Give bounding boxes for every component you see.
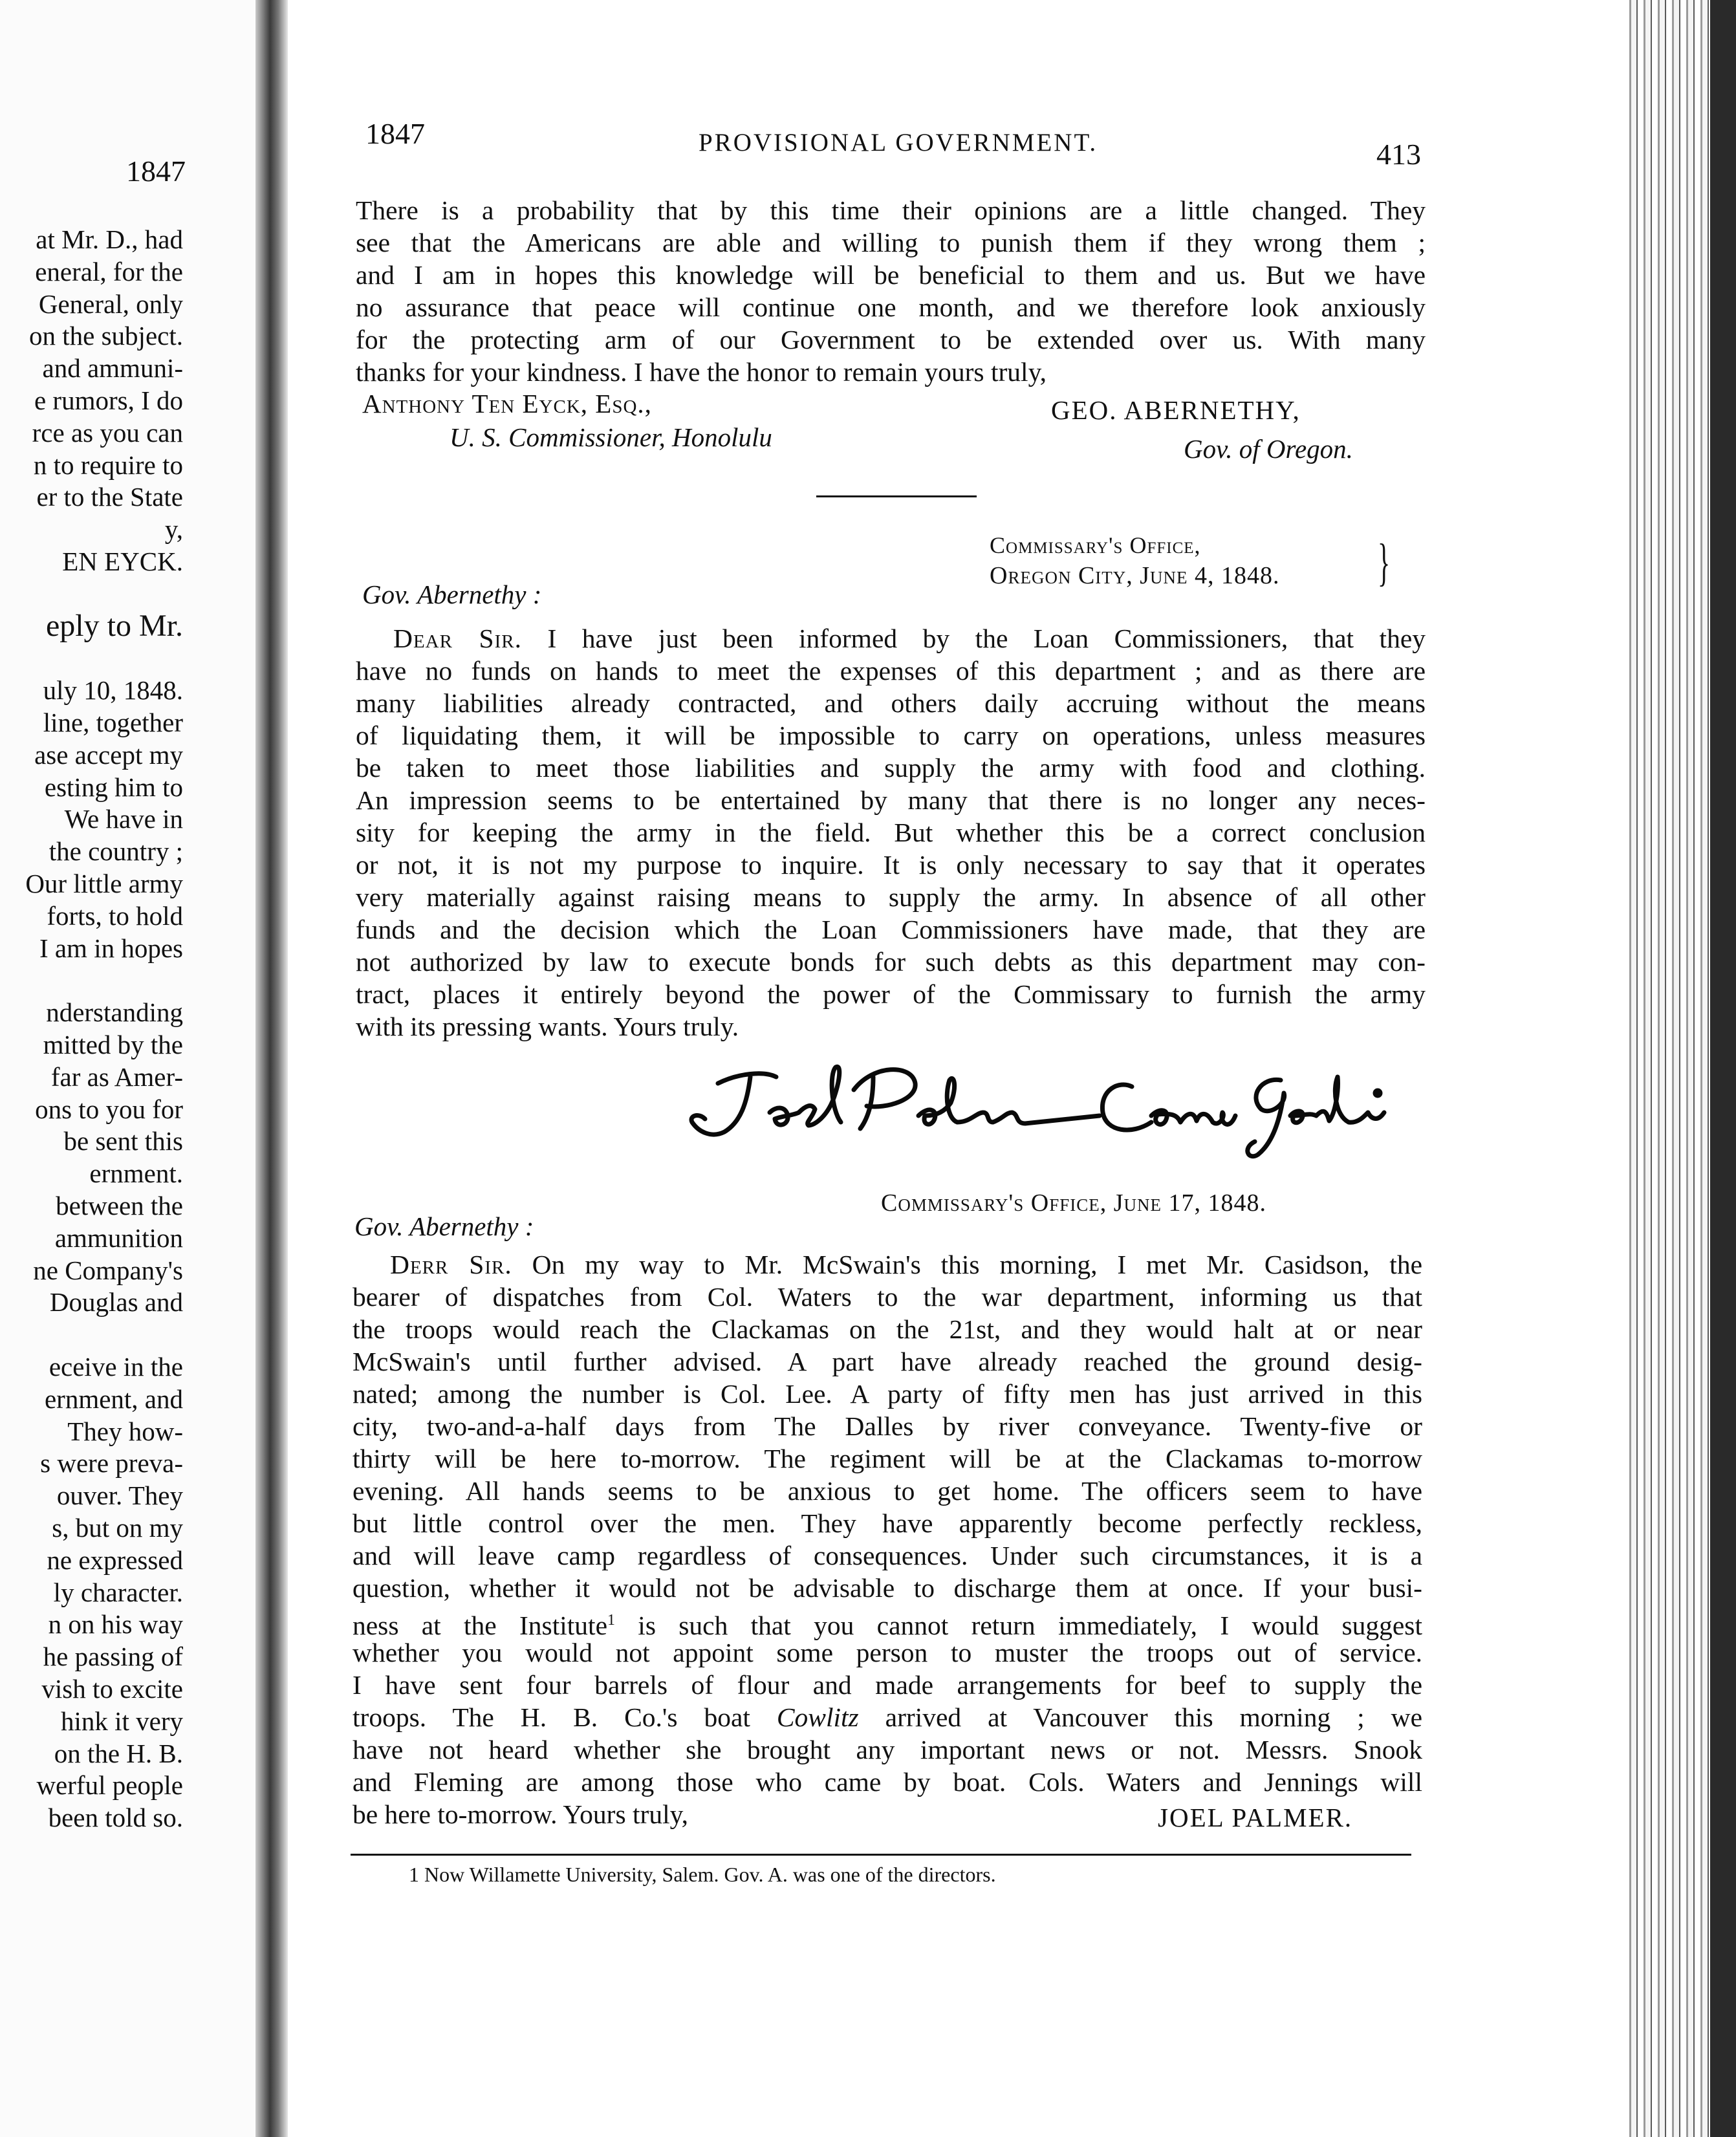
facing-page-line: I am in hopes [39,933,183,963]
facing-page-line: ernment, and [44,1383,183,1414]
footnote-text: Now Willamette University, Salem. Gov. A. was one of the directors. [419,1863,996,1886]
text-line: bearer of dispatches from Col. Waters to the war department, informing us that [353,1282,1422,1312]
facing-page-line: er to the State [36,482,183,512]
facing-page-line: far as Amer- [50,1061,183,1092]
facing-page-fragment [0,0,255,2137]
text-line: An impression seems to be entertained by many that there is no longer any neces- [356,785,1426,815]
addressee-name: Anthony Ten Eyck, Esq., [362,389,652,418]
facing-page-line: line, together [43,708,183,737]
facing-page-line: and ammuni- [42,353,183,384]
footnote-rule [351,1854,1411,1856]
facing-page-line: he passing of [43,1642,183,1672]
facing-page-line: We have in [64,804,183,834]
facing-page-line: vish to excite [41,1674,183,1704]
letter-2-place-line-1: Commissary's Office, [990,532,1201,558]
facing-page-line: ammunition [54,1222,183,1253]
handwritten-signature [679,1051,1442,1167]
footnote-mark: 1 [409,1863,419,1886]
facing-page-line: esting him to [44,772,183,802]
letter-2-salutation: Gov. Abernethy : [362,580,542,609]
facing-page-line: ouver. They [56,1481,183,1511]
text-line: with its pressing wants. Yours truly. [356,1012,739,1041]
text-line: for the protecting arm of our Government to be extended over us. With many [356,325,1426,354]
facing-page-line: werful people [36,1770,183,1801]
dear-sir: Derr Sir. [390,1250,512,1279]
running-year: 1847 [365,117,425,150]
text-line: troops. The H. B. Co.'s boat Cowlitz arrived at Vancouver this morning ; we [353,1702,1422,1732]
facing-page-number: 1847 [126,155,186,188]
section-divider [816,495,977,497]
facing-page-line: s were preva- [40,1448,183,1479]
text-line: have no funds on hands to meet the expenses of this department ; and as there are [356,656,1426,686]
footnote [409,1863,996,1887]
facing-page-line: y, [164,514,183,545]
text-line: and Fleming are among those who came by boat. Cols. Waters and Jennings will [353,1767,1422,1797]
facing-page-line: between the [56,1191,183,1220]
facing-page-line: rce as you can [32,417,183,448]
facing-page-line: ne Company's [33,1255,183,1285]
addressee-title: U. S. Commissioner, Honolulu [450,422,772,452]
dear-sir: Dear Sir. [393,624,522,653]
signature-abernethy: GEO. ABERNETHY, [1051,395,1301,425]
letter-3-place: Commissary's Office, June 17, 1848. [881,1189,1267,1217]
facing-page-line: be sent this [63,1126,183,1156]
footnote-reference: 1 [607,1612,615,1629]
text-line: many liabilities already contracted, and others daily accruing without the means [356,688,1426,718]
text-line: thirty will be here to-morrow. The regiment will be at the Clackamas to-morrow [353,1444,1422,1473]
facing-page-line: eply to Mr. [46,608,183,643]
text-line: but little control over the men. They have apparently become perfectly reckless, [353,1508,1422,1538]
facing-page-line: s, but on my [52,1513,183,1543]
facing-page-line: n to require to [33,450,183,480]
text-line: or not, it is not my purpose to inquire. It is only necessary to say that it operates [356,850,1426,880]
letter-2-place-line-2: Oregon City, June 4, 1848. [990,562,1280,589]
facing-page-line: ernment. [89,1158,183,1189]
text-line: very materially against raising means to supply the army. In absence of all other [356,882,1426,912]
text-line: be taken to meet those liabilities and supply the army with food and clothing. [356,753,1426,783]
facing-page-line: Our little army [25,869,183,898]
page-number: 413 [1376,138,1421,171]
text-line: thanks for your kindness. I have the honor to remain yours truly, [356,357,1047,387]
text-line: ness at the Institute$^1$ is such that you cannot return immediately, I would suggest [353,1610,1422,1640]
facing-page-line: e rumors, I do [34,385,183,415]
facing-page-line: n on his way [48,1609,183,1640]
facing-page-line: ons to you for [35,1094,183,1124]
text-line: the troops would reach the Clackamas on the 21st, and they would halt at or near [353,1314,1422,1344]
facing-page-line: nderstanding [46,997,183,1028]
facing-page-line: the country ; [49,836,183,867]
facing-page-line: on the subject. [29,321,183,351]
facing-page-line: ne expressed [47,1545,183,1575]
text-line: evening. All hands seems to be anxious to get home. The officers seem to have [353,1476,1422,1506]
text-line: Derr Sir. On my way to Mr. McSwain's this morning, I met Mr. Casidson, the [390,1250,1423,1279]
text-line: McSwain's until further advised. A part have already reached the ground desig- [353,1347,1422,1376]
brace-glyph: } [1378,534,1391,591]
text-line: be here to-morrow. Yours truly, [353,1799,689,1829]
signature-title: Gov. of Oregon. [1184,434,1353,464]
facing-page-line: forts, to hold [47,900,183,931]
facing-page-line: EN EYCK. [62,547,183,576]
text-line: tract, places it entirely beyond the power of the Commissary to furnish the army [356,979,1426,1009]
text-line: city, two-and-a-half days from The Dalles by river conveyance. Twenty-five or [353,1411,1422,1441]
text-line: I have sent four barrels of flour and made arrangements for beef to supply the [353,1670,1422,1700]
letter-3-salutation: Gov. Abernethy : [354,1211,534,1241]
text-line: sity for keeping the army in the field. But whether this be a correct conclusion [356,818,1426,847]
facing-page-line: hink it very [60,1706,183,1736]
facing-page-line: mitted by the [43,1030,183,1059]
text-line: not authorized by law to execute bonds for such debts as this department may con- [356,947,1426,977]
facing-page-line: uly 10, 1848. [43,675,183,706]
text-line: Dear Sir. I have just been informed by the Loan Commissioners, that they [393,624,1426,653]
facing-page-line: ase accept my [34,739,183,770]
facing-page-line: eceive in the [49,1352,183,1382]
signature-palmer: JOEL PALMER. [1158,1803,1353,1832]
book-cover-edge [1710,0,1736,2137]
text-line: question, whether it would not be advisable to discharge them at once. If your busi- [353,1573,1422,1603]
facing-page-line: They how- [67,1416,183,1446]
facing-page-line: ly character. [53,1577,183,1607]
facing-page-line: Douglas and [49,1287,183,1318]
text-line: whether you would not appoint some person to muster the troops out of service. [353,1638,1422,1667]
facing-page-line: General, only [38,288,183,319]
text-line: have not heard whether she brought any important news or not. Messrs. Snook [353,1735,1422,1764]
text-line: see that the Americans are able and willing to punish them if they wrong them ; [356,228,1426,257]
text-line: There is a probability that by this time their opinions are a little changed. They [356,195,1426,225]
text-line: no assurance that peace will continue one month, and we therefore look anxiously [356,292,1426,322]
text-line: nated; among the number is Col. Lee. A party of fifty men has just arrived in this [353,1379,1422,1409]
text-line: and will leave camp regardless of consequences. Under such circumstances, it is a [353,1541,1422,1570]
facing-page-line: on the H. B. [54,1738,183,1768]
running-title: PROVISIONAL GOVERNMENT. [699,129,1098,157]
text-line: funds and the decision which the Loan Commissioners have made, that they are [356,915,1426,944]
text-line: and I am in hopes this knowledge will be beneficial to them and us. But we have [356,260,1426,290]
facing-page-line: been told so. [48,1803,183,1833]
boat-name: Cowlitz [776,1702,859,1732]
facing-page-line: eneral, for the [35,256,183,287]
facing-page-line: at Mr. D., had [36,224,183,254]
text-line: of liquidating them, it will be impossible to carry on operations, unless measures [356,721,1426,750]
book-gutter [255,0,288,2137]
